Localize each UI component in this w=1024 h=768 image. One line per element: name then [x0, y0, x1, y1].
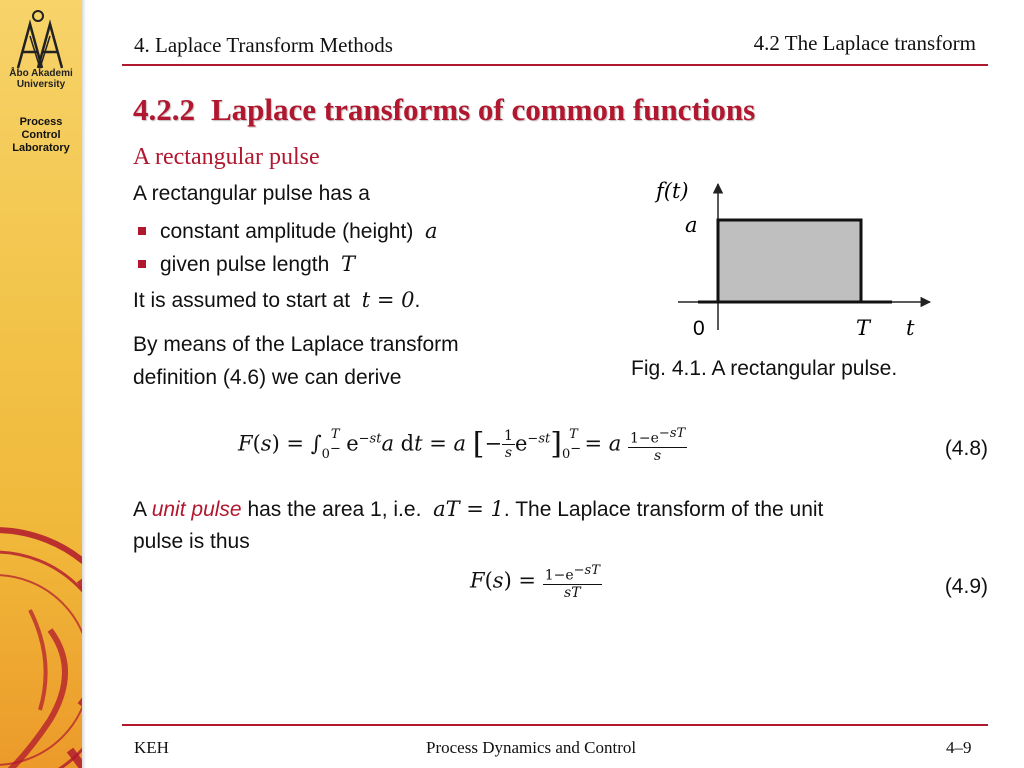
- bullet-length: [138, 252, 355, 277]
- logo-line-2: University: [16, 79, 66, 90]
- assume-prefix: It is assumed to start at: [133, 289, 351, 312]
- pulse-area: [718, 220, 861, 302]
- bullet-amplitude: [138, 219, 438, 244]
- lab-name: [0, 116, 82, 155]
- footer-author: KEH: [134, 738, 169, 757]
- assume-math: t = 0: [361, 288, 415, 312]
- footer-page: 4–9: [946, 738, 972, 757]
- equation-4-8-number: (4.8): [944, 437, 988, 460]
- bullet-length-text: given pulse length: [160, 253, 330, 276]
- lab-line-2: Control: [21, 129, 61, 141]
- sidebar: [0, 0, 82, 768]
- derive-line-2: definition (4.6) we can derive: [133, 366, 402, 389]
- logo-text: [0, 68, 82, 90]
- t-axis-label: t: [906, 316, 915, 340]
- sidebar-shadow: [82, 0, 86, 768]
- equation-4-8: $F(s) = \int_{0^-}^T$ $e^{-st}a$ dt = a [− $\frac{1}{s}$ $e^{-st}]_{0^-}^T = a$ $\frac{1-e^{-sT}}{s}$: [238, 426, 686, 464]
- equation-4-9: F(s) = $\frac{1-e^{-sT}}{sT}$: [470, 563, 600, 601]
- figure-caption: Fig. 4.1. A rectangular pulse.: [631, 357, 898, 380]
- equation-4-9-number: (4.9): [944, 575, 988, 598]
- derive-line-1: By means of the Laplace transform: [133, 333, 459, 356]
- unit-text-rest1: has the area 1, i.e.: [247, 498, 422, 521]
- university-seal-icon: [0, 520, 82, 768]
- footer-course: Process Dynamics and Control: [426, 738, 637, 757]
- bullet-amplitude-text: constant amplitude (height): [160, 220, 414, 243]
- section-title-text: Laplace transforms of common functions: [211, 92, 756, 127]
- assume-suffix: .: [414, 289, 421, 312]
- lab-line-3: Laboratory: [12, 142, 70, 154]
- unit-pulse-line-2: pulse is thus: [133, 530, 250, 553]
- amplitude-label: a: [685, 213, 698, 237]
- logo-line-1: Åbo Akademi: [9, 68, 73, 79]
- footer-divider: [122, 724, 988, 726]
- section-number: 4.2.2: [133, 92, 195, 127]
- T-tick-label: T: [856, 316, 871, 340]
- origin-label: 0: [693, 317, 705, 340]
- unit-text-rest2: . The Laplace transform of the unit: [503, 498, 824, 521]
- unit-pulse-term: unit pulse: [151, 498, 242, 521]
- y-axis-label: f(t): [656, 179, 689, 203]
- bullet-icon: [138, 227, 146, 235]
- lab-line-1: Process: [19, 116, 63, 128]
- unit-pulse-text: [133, 497, 823, 522]
- intro-text: A rectangular pulse has a: [133, 182, 370, 205]
- subtitle: A rectangular pulse: [133, 144, 320, 170]
- bullet-length-symbol: T: [340, 252, 355, 276]
- unit-text-a: A: [133, 498, 146, 521]
- header-section: 4.2 The Laplace transform: [753, 31, 976, 55]
- header-divider: [122, 64, 988, 66]
- header-chapter: 4. Laplace Transform Methods: [134, 33, 393, 57]
- section-title: [133, 92, 755, 128]
- bullet-amplitude-symbol: a: [424, 219, 438, 243]
- rectangular-pulse-figure: [640, 170, 960, 360]
- unit-math: aT = 1: [433, 497, 504, 521]
- bullet-icon: [138, 260, 146, 268]
- assume-text: [133, 288, 420, 313]
